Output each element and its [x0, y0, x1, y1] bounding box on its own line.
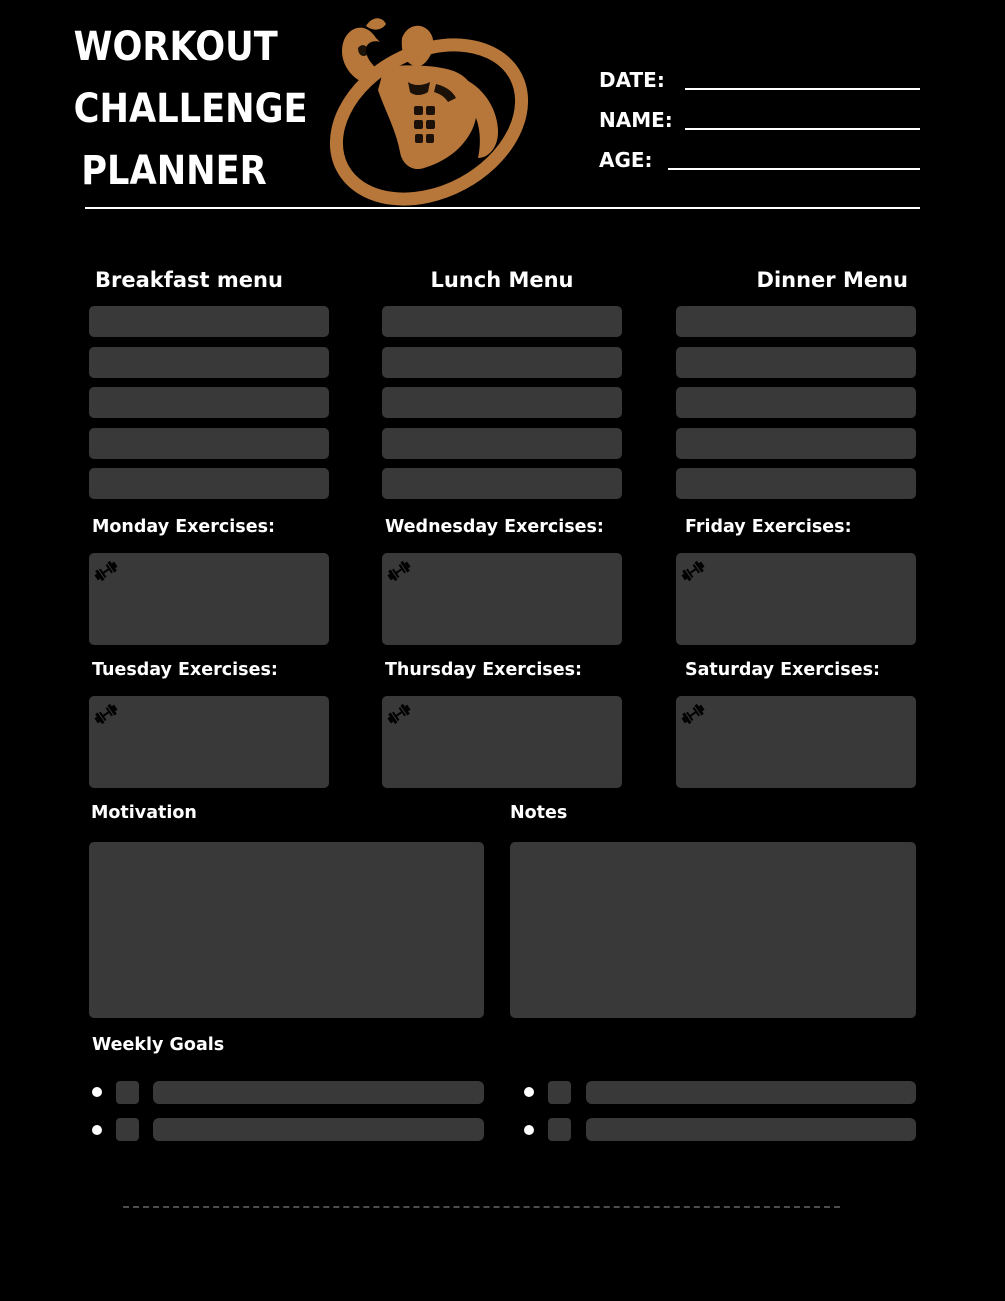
- friday-exercises-label: Friday Exercises:: [685, 517, 852, 537]
- date-field-line[interactable]: [685, 88, 920, 90]
- bullet-icon: [524, 1087, 534, 1097]
- monday-exercises-box[interactable]: [89, 553, 329, 645]
- lunch-entry[interactable]: [382, 306, 622, 337]
- motivation-label: Motivation: [91, 803, 197, 823]
- dinner-entry[interactable]: [676, 387, 916, 418]
- goal-checkbox[interactable]: [116, 1081, 139, 1104]
- breakfast-entry[interactable]: [89, 387, 329, 418]
- goal-entry[interactable]: [586, 1081, 916, 1104]
- thursday-exercises-box[interactable]: [382, 696, 622, 788]
- lunch-entry[interactable]: [382, 428, 622, 459]
- tuesday-exercises-label: Tuesday Exercises:: [92, 660, 278, 680]
- planner-title-line-1: WORKOUT: [73, 24, 278, 70]
- planner-title-line-2: CHALLENGE: [73, 86, 308, 132]
- dumbbell-icon: [680, 559, 706, 583]
- dumbbell-icon: [680, 702, 706, 726]
- goal-checkbox[interactable]: [116, 1118, 139, 1141]
- date-label: DATE:: [599, 68, 665, 92]
- planner-title-line-3: PLANNER: [81, 148, 267, 194]
- age-field-line[interactable]: [668, 168, 920, 170]
- lunch-entry[interactable]: [382, 347, 622, 378]
- bullet-icon: [524, 1125, 534, 1135]
- dumbbell-icon: [93, 702, 119, 726]
- name-label: NAME:: [599, 108, 673, 132]
- friday-exercises-box[interactable]: [676, 553, 916, 645]
- age-label: AGE:: [599, 148, 653, 172]
- tuesday-exercises-box[interactable]: [89, 696, 329, 788]
- lunch-entry[interactable]: [382, 387, 622, 418]
- footer-dashed-divider: [123, 1206, 840, 1208]
- wednesday-exercises-label: Wednesday Exercises:: [385, 517, 604, 537]
- breakfast-entry[interactable]: [89, 428, 329, 459]
- header-divider: [85, 207, 920, 209]
- dinner-menu-label: Dinner Menu: [756, 268, 908, 292]
- dumbbell-icon: [386, 702, 412, 726]
- bullet-icon: [92, 1125, 102, 1135]
- bodybuilder-flexing-icon: [322, 12, 536, 206]
- goal-checkbox[interactable]: [548, 1118, 571, 1141]
- lunch-menu-label: Lunch Menu: [430, 268, 574, 292]
- goal-entry[interactable]: [153, 1118, 484, 1141]
- wednesday-exercises-box[interactable]: [382, 553, 622, 645]
- dinner-entry[interactable]: [676, 347, 916, 378]
- thursday-exercises-label: Thursday Exercises:: [385, 660, 583, 680]
- saturday-exercises-label: Saturday Exercises:: [685, 660, 880, 680]
- notes-label: Notes: [510, 803, 568, 823]
- monday-exercises-label: Monday Exercises:: [92, 517, 276, 537]
- breakfast-menu-label: Breakfast menu: [95, 268, 283, 292]
- dinner-entry[interactable]: [676, 306, 916, 337]
- bullet-icon: [92, 1087, 102, 1097]
- notes-box[interactable]: [510, 842, 916, 1018]
- dinner-entry[interactable]: [676, 468, 916, 499]
- goal-checkbox[interactable]: [548, 1081, 571, 1104]
- breakfast-entry[interactable]: [89, 306, 329, 337]
- goal-entry[interactable]: [586, 1118, 916, 1141]
- motivation-box[interactable]: [89, 842, 484, 1018]
- dumbbell-icon: [386, 559, 412, 583]
- goal-entry[interactable]: [153, 1081, 484, 1104]
- name-field-line[interactable]: [685, 128, 920, 130]
- lunch-entry[interactable]: [382, 468, 622, 499]
- breakfast-entry[interactable]: [89, 468, 329, 499]
- saturday-exercises-box[interactable]: [676, 696, 916, 788]
- dinner-entry[interactable]: [676, 428, 916, 459]
- breakfast-entry[interactable]: [89, 347, 329, 378]
- dumbbell-icon: [93, 559, 119, 583]
- weekly-goals-label: Weekly Goals: [92, 1035, 225, 1055]
